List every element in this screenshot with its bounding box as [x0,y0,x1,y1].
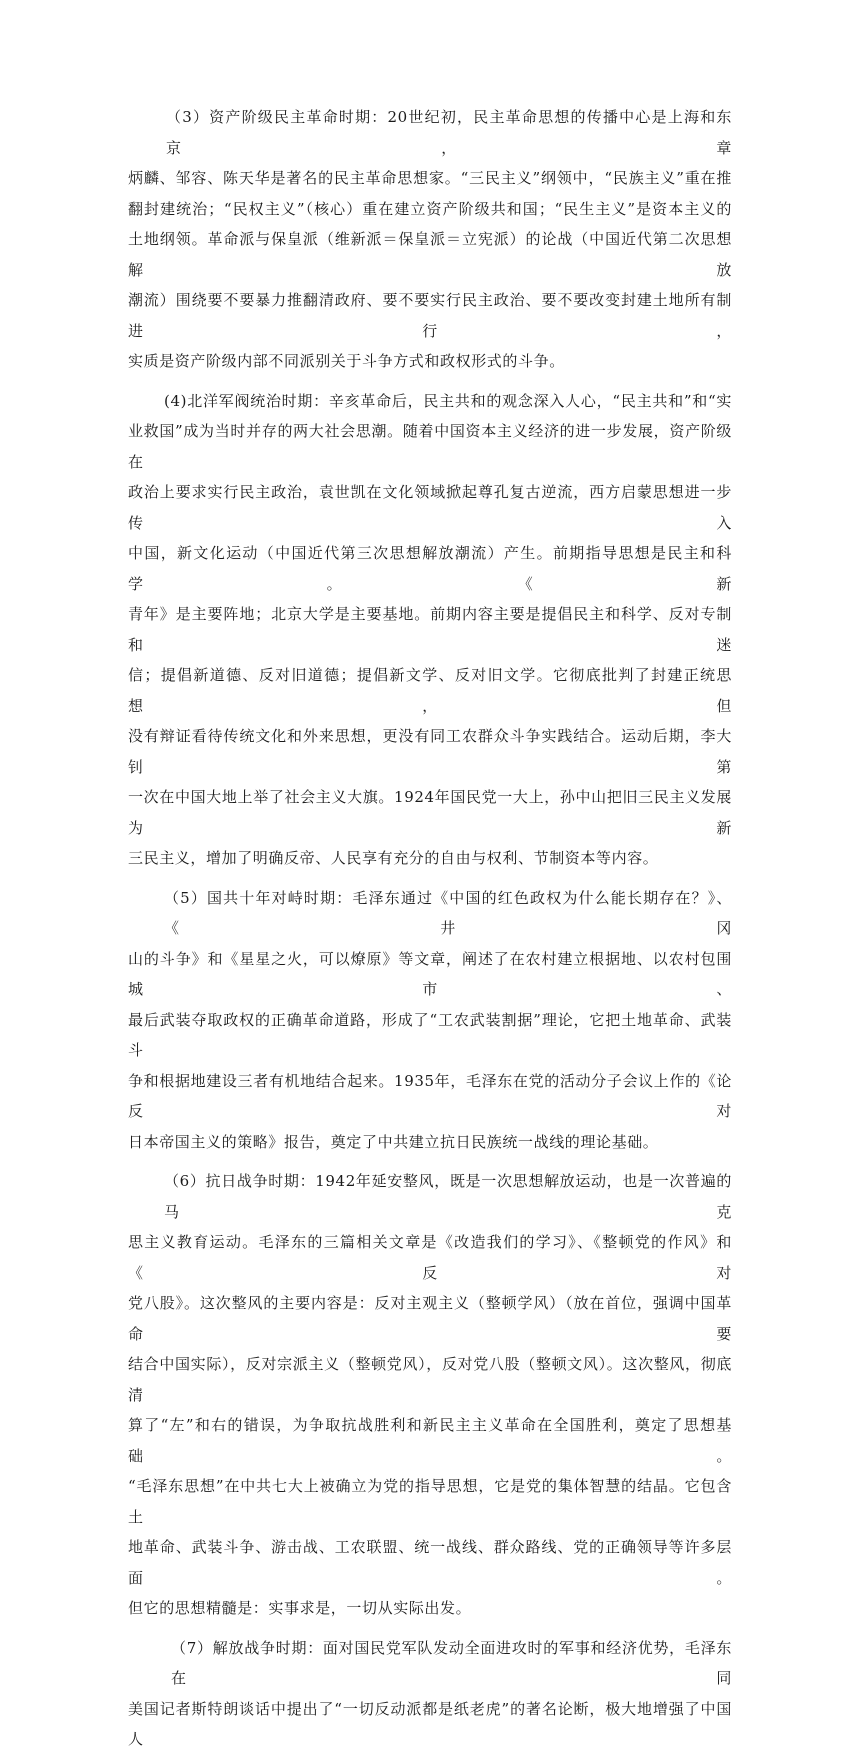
text-line: 算了“左”和右的错误，为争取抗战胜利和新民主主义革命在全国胜利，奠定了思想基础。 [128,1416,732,1465]
text-line: （7）解放战争时期：面对国民党军队发动全面进攻时的军事和经济优势，毛泽东在同 [171,1638,732,1687]
text-line: 中国，新文化运动（中国近代第三次思想解放潮流）产生。前期指导思想是民主和科学。《新 [128,544,732,593]
text-line: 美国记者斯特朗谈话中提出了“一切反动派都是纸老虎”的著名论断，极大地增强了中国人 [128,1699,732,1748]
text-line: （3）资产阶级民主革命时期：20世纪初，民主革命思想的传播中心是上海和东京，章 [166,108,732,157]
document-body [128,102,732,1764]
text-line: 地革命、武装斗争、游击战、工农联盟、统一战线、群众路线、党的正确领导等许多层面。 [128,1538,732,1587]
text-line: 信；提倡新道德、反对旧道德；提倡新文学、反对旧文学。它彻底批判了封建正统思想，但 [128,666,732,715]
paragraph-bourgeois-democratic-revolution [128,102,732,377]
text-line: 土地纲领。革命派与保皇派（维新派＝保皇派＝立宪派）的论战（中国近代第二次思想解放 [128,230,732,279]
paragraph-beiyang-warlord-period [128,386,732,874]
text-line: （5）国共十年对峙时期：毛泽东通过《中国的红色政权为什么能长期存在？》、《井冈 [164,888,732,937]
paragraph-liberation-war [128,1633,732,1755]
text-line: 政治上要求实行民主政治，袁世凯在文化领域掀起尊孔复古逆流，西方启蒙思想进一步传入 [128,483,732,532]
text-line: 炳麟、邹容、陈天华是著名的民主革命思想家。“三民主义”纲领中，“民族主义”重在推 [128,169,732,187]
text-line: 青年》是主要阵地；北京大学是主要基地。前期内容主要是提倡民主和科学、反对专制和迷 [128,605,732,654]
text-line: “毛泽东思想”在中共七大上被确立为党的指导思想，它是党的集体智慧的结晶。它包含土 [128,1477,732,1526]
text-line: 最后武装夺取政权的正确革命道路，形成了“工农武装割据”理论，它把土地革命、武装斗 [128,1010,732,1059]
text-line: 潮流）围绕要不要暴力推翻清政府、要不要实行民主政治、要不要改变封建土地所有制进行， [128,291,732,340]
text-line: （6）抗日战争时期：1942年延安整风，既是一次思想解放运动，也是一次普遍的马克 [164,1172,732,1221]
text-line: 争和根据地建设三者有机地结合起来。1935年，毛泽东在党的活动分子会议上作的《论反对 [128,1071,732,1120]
text-line: 思主义教育运动。毛泽东的三篇相关文章是《改造我们的学习》、《整顿党的作风》和《反对 [128,1233,732,1282]
text-line: 日本帝国主义的策略》报告，奠定了中共建立抗日民族统一战线的理论基础。 [128,1132,659,1151]
text-line: 结合中国实际），反对宗派主义（整顿党风），反对党八股（整顿文风）。这次整风，彻底清 [128,1355,732,1404]
paragraph-ten-year-confrontation [128,883,732,1158]
text-line: 翻封建统治；“民权主义”（核心）重在建立资产阶级共和国；“民生主义”是资本主义的 [128,199,732,218]
text-line: 山的斗争》和《星星之火，可以燎原》等文章，阐述了在农村建立根据地、以农村包围城市、 [128,949,732,998]
text-line: 三民主义，增加了明确反帝、人民享有充分的自由与权利、节制资本等内容。 [128,849,659,867]
paragraph-anti-japanese-war [128,1166,732,1624]
text-line: 业救国”成为当时并存的两大社会思潮。随着中国资本主义经济的进一步发展，资产阶级在 [128,422,732,471]
text-line: 实质是资产阶级内部不同派别关于斗争方式和政权形式的斗争。 [128,352,565,370]
text-line: 党八股》。这次整风的主要内容是：反对主观主义（整顿学风）（放在首位，强调中国革命要 [128,1294,732,1343]
text-line: (4)北洋军阀统治时期：辛亥革命后，民主共和的观念深入人心，“民主共和”和“实 [164,391,732,410]
text-line: 没有辩证看待传统文化和外来思想，更没有同工农群众斗争实践结合。运动后期，李大钊第 [128,727,732,776]
text-line: 但它的思想精髓是：实事求是，一切从实际出发。 [128,1599,472,1617]
text-line: 一次在中国大地上举了社会主义大旗。1924年国民党一大上，孙中山把旧三民主义发展为新 [128,788,732,837]
